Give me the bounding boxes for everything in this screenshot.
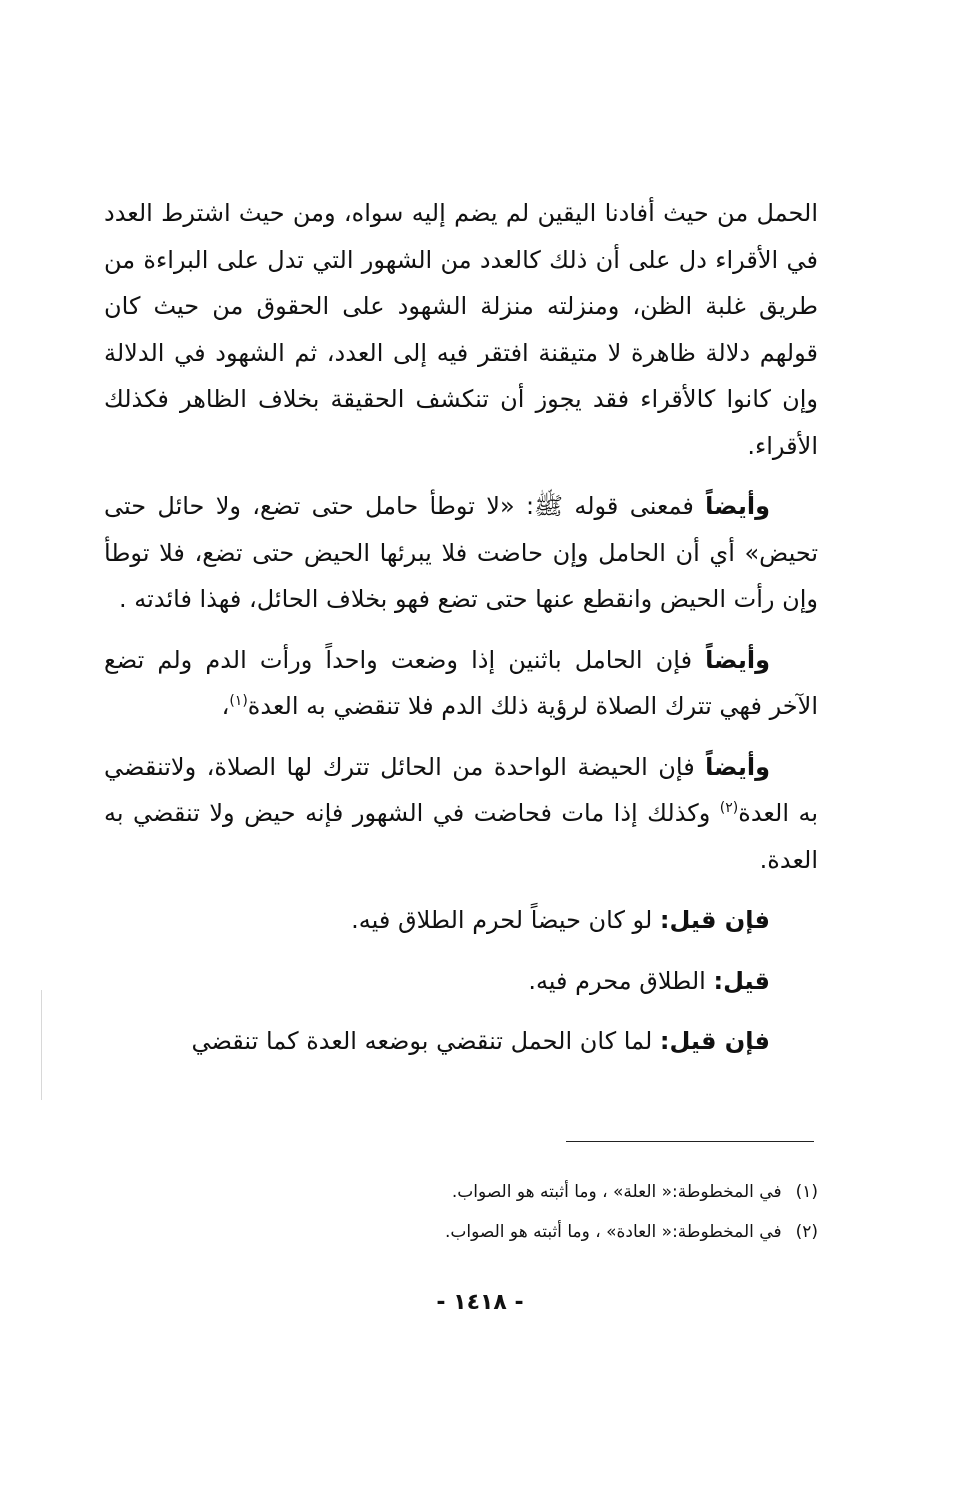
paragraph-2-text: فمعنى قوله ﷺ: «لا توطأ حامل حتى تضع، ولا حائل حتى تحيض» أي أن الحامل وإن حاضت فلا يبرئها الحيض حتى تضع، فلا توطأ وإن رأت الحيض وانقطع عنها حتى تضع فهو بخلاف الحائل، فهذا فائدته . bbox=[104, 492, 818, 613]
footnote-1-text: في المخطوطة:« العلة» ، وما أثبته هو الصواب. bbox=[451, 1182, 782, 1202]
paragraph-4-lead: وأيضاً bbox=[705, 752, 770, 781]
paragraph-4-text-2: وكذلك إذا مات فحاضت في الشهور فإنه حيض ولا تنقضي به العدة. bbox=[104, 799, 818, 874]
footnotes bbox=[104, 1172, 818, 1252]
paragraph-5-text: لو كان حيضاً لحرم الطلاق فيه. bbox=[351, 906, 660, 934]
paragraph-1: الحمل من حيث أفادنا اليقين لم يضم إليه سواه، ومن حيث اشترط العدد في الأقراء دل على أن ذلك كالعدد من الشهور التي تدل على البراءة من طريق غلبة الظن، ومنزلته منزلة الشهود على الحقوق من حيث كان قولهم دلالة ظاهرة لا متيقنة افتقر فيه إلى العدد، ثم الشهود في الدلالة وإن كانوا كالأقراء فقد يجوز أن تنكشف الحقيقة بخلاف الظاهر فكذلك الأقراء. bbox=[104, 199, 818, 460]
paragraph-5 bbox=[104, 897, 818, 944]
page-number: - ١٤١٨ - bbox=[436, 1290, 524, 1315]
paragraph-6 bbox=[104, 958, 818, 1005]
paragraph-6-lead: قيل: bbox=[713, 966, 770, 995]
paragraph-2 bbox=[104, 483, 818, 623]
scan-margin-mark bbox=[41, 990, 42, 1100]
paragraph-4 bbox=[104, 744, 818, 884]
footnote-1-number: (١) bbox=[795, 1182, 818, 1202]
footnote-ref-2: (٢) bbox=[719, 800, 739, 816]
footnote-2-text: في المخطوطة:« العادة» ، وما أثبته هو الصواب. bbox=[444, 1222, 782, 1242]
footnote-ref-1: (١) bbox=[229, 693, 248, 709]
paragraph-2-lead: وأيضاً bbox=[705, 492, 770, 520]
footnote-2-number: (٢) bbox=[795, 1222, 818, 1242]
footnote-2 bbox=[104, 1212, 818, 1252]
paragraph-5-lead: فإن قيل: bbox=[659, 906, 770, 934]
paragraph-3 bbox=[104, 637, 818, 730]
footnote-divider bbox=[566, 1141, 814, 1142]
paragraph-3-lead: وأيضاً bbox=[705, 645, 770, 674]
paragraph-7-text: لما كان الحمل تنقضي بوضعه العدة كما تنقضي bbox=[191, 1027, 660, 1055]
paragraph-3-text: فإن الحامل باثنين إذا وضعت واحداً ورأت الدم ولم تضع الآخر فهي تترك الصلاة لرؤية ذلك الدم فلا تنقضي به العدة bbox=[104, 645, 818, 720]
paragraph-7 bbox=[104, 1018, 818, 1065]
paragraph-4-text-1: فإن الحيضة الواحدة من الحائل تترك لها الصلاة، ولاتنقضي به العدة bbox=[104, 752, 818, 827]
footnote-1 bbox=[104, 1172, 818, 1212]
paragraph-3-end: ، bbox=[221, 692, 230, 720]
main-text bbox=[104, 190, 818, 1079]
paragraph-7-lead: فإن قيل: bbox=[659, 1027, 770, 1055]
paragraph-6-text: الطلاق محرم فيه. bbox=[528, 966, 714, 995]
